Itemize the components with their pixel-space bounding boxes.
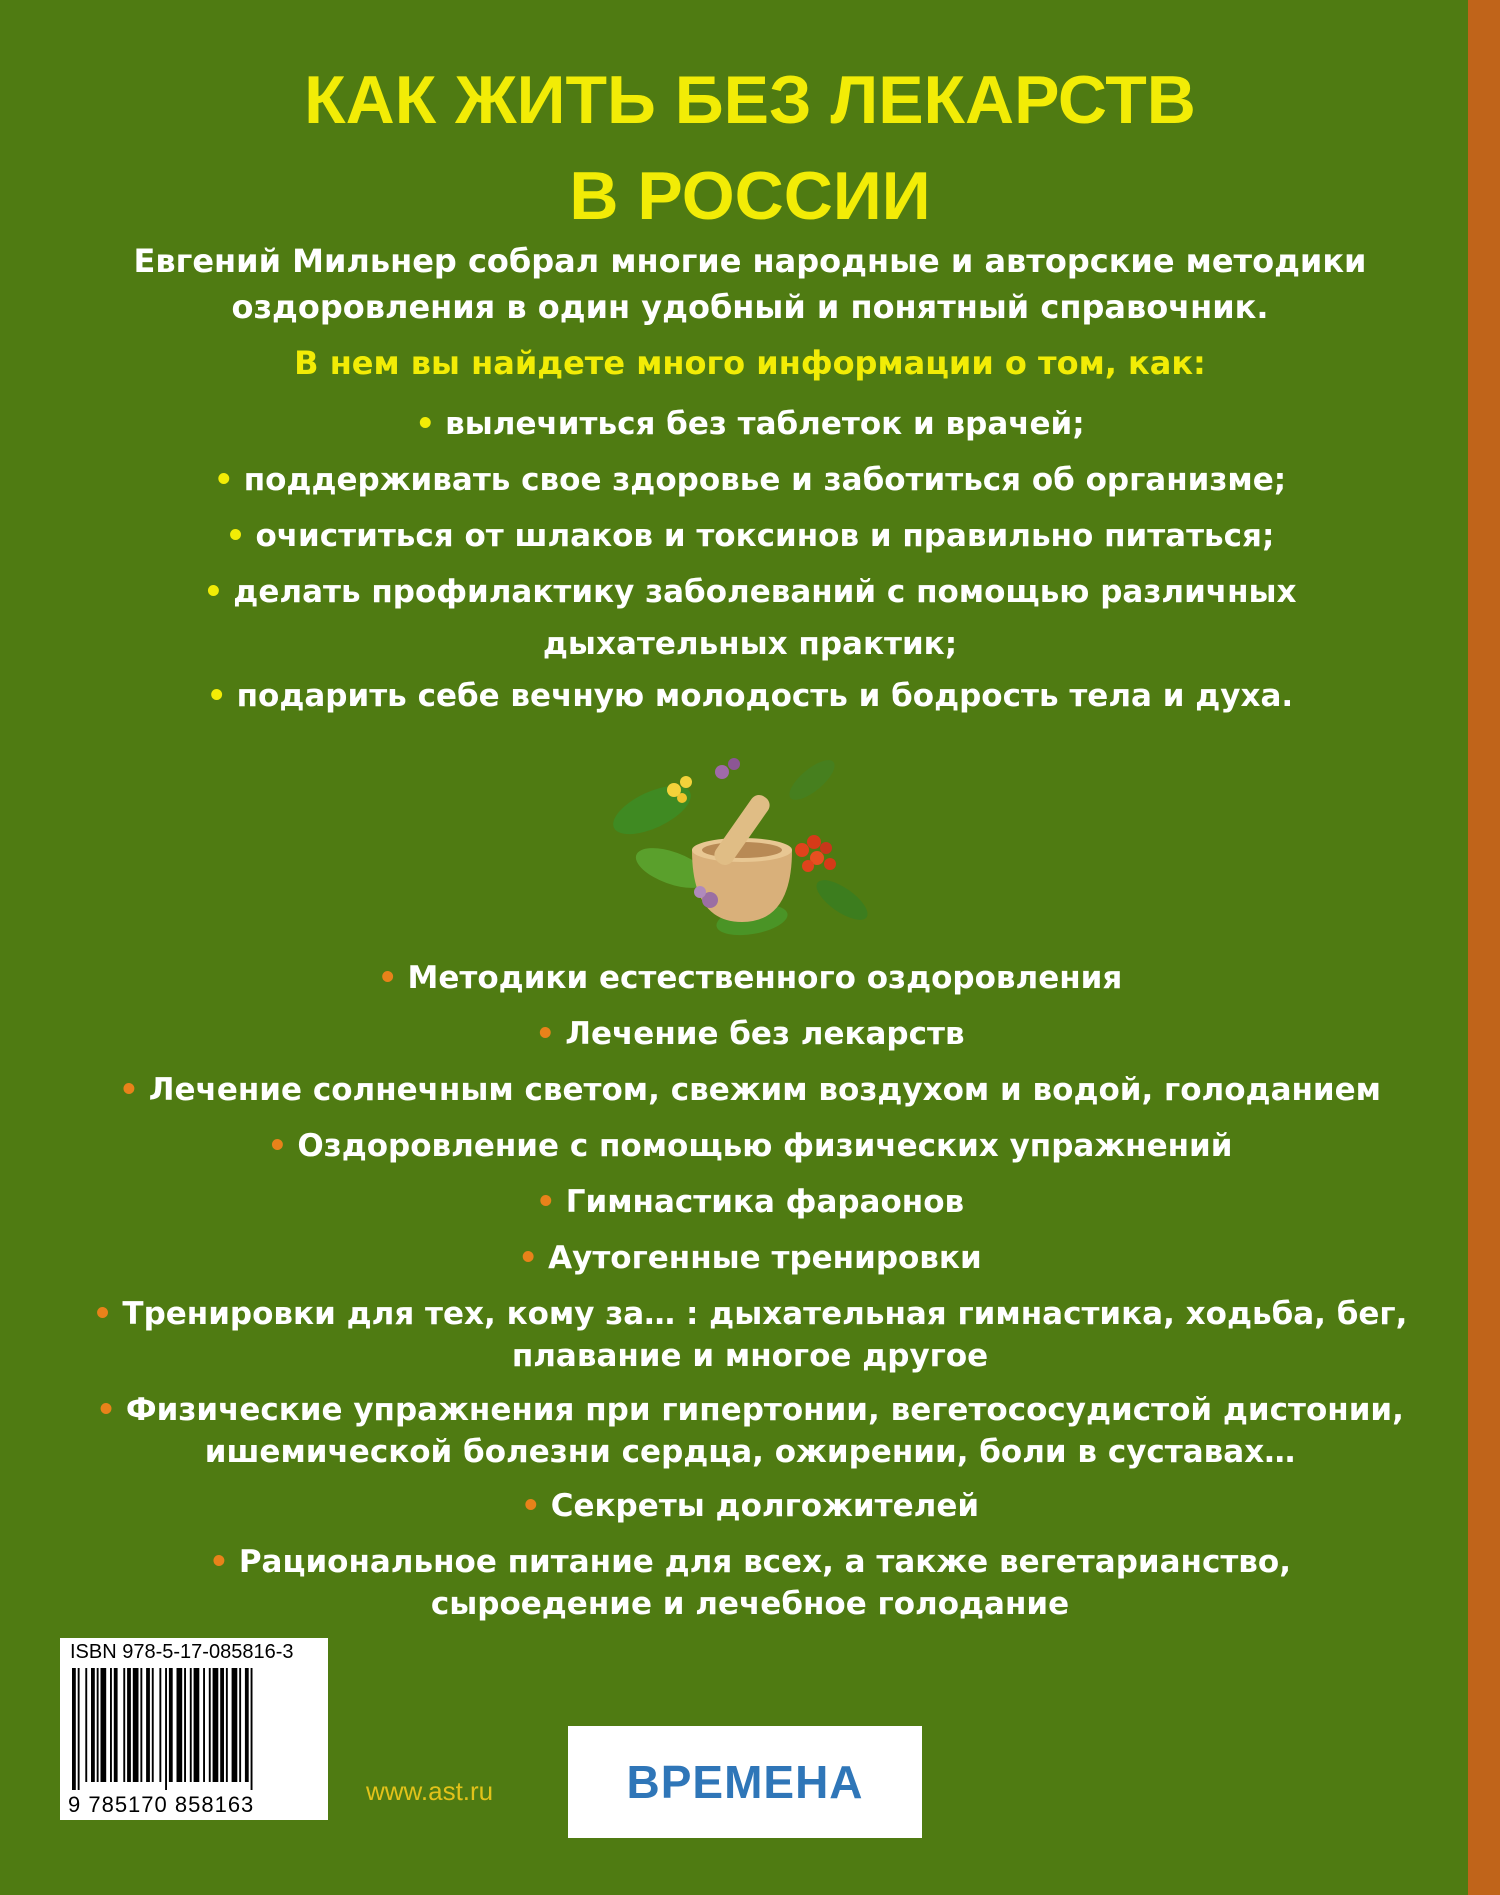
barcode-bar bbox=[239, 1668, 241, 1782]
rowan-berries-icon bbox=[795, 835, 836, 872]
isbn-number: ISBN 978-5-17-085816-3 bbox=[70, 1641, 294, 1663]
barcode-bar bbox=[123, 1668, 125, 1782]
bullet-dot-icon: • bbox=[96, 1392, 116, 1428]
list-item: • Методики естественного оздоровления bbox=[377, 960, 1123, 996]
barcode-bar bbox=[72, 1668, 76, 1790]
bullet-dot-icon: • bbox=[92, 1296, 113, 1332]
bullet-dot-icon: • bbox=[225, 518, 246, 554]
barcode-bar bbox=[114, 1668, 118, 1782]
list-item: • Секреты долгожителей bbox=[520, 1488, 980, 1524]
list-item: • делать профилактику заболеваний с помощью различных дыхательных практик; bbox=[203, 574, 1297, 662]
bullet-dot-icon: • bbox=[267, 1128, 288, 1164]
barcode-bar bbox=[152, 1668, 154, 1782]
barcode-bar bbox=[165, 1668, 167, 1790]
bullet-dot-icon: • bbox=[520, 1488, 541, 1524]
barcode-bar bbox=[140, 1668, 142, 1782]
spine-edge bbox=[1468, 0, 1500, 1895]
book-title bbox=[0, 52, 1500, 244]
bullet-dot-icon: • bbox=[203, 574, 224, 610]
intro-paragraph bbox=[0, 238, 1500, 330]
list-item: • Тренировки для тех, кому за… : дыхательная гимнастика, ходьба, бег, плавание и многое другое bbox=[92, 1296, 1408, 1374]
bullet-dot-icon: • bbox=[377, 960, 398, 996]
barcode-bar bbox=[169, 1668, 173, 1782]
intro-line-2: оздоровления в один удобный и понятный справочник. bbox=[231, 288, 1269, 326]
list-item: • очиститься от шлаков и токсинов и правильно питаться; bbox=[225, 518, 1275, 554]
list-item: • Рациональное питание для всех, а также вегетарианство, сыроедение и лечебное голодание bbox=[209, 1544, 1291, 1622]
barcode-bar bbox=[127, 1668, 131, 1782]
barcode bbox=[60, 1638, 328, 1820]
publisher-logo bbox=[568, 1726, 922, 1838]
barcode-bar bbox=[133, 1668, 139, 1782]
barcode-bar bbox=[213, 1668, 219, 1782]
barcode-bar bbox=[190, 1668, 192, 1782]
barcode-digits: 9 785170 858163 bbox=[68, 1792, 255, 1817]
list-item: • Оздоровление с помощью физических упражнений bbox=[267, 1128, 1233, 1164]
list-item: • Аутогенные тренировки bbox=[518, 1240, 982, 1276]
barcode-bar bbox=[110, 1668, 112, 1782]
barcode-bar bbox=[203, 1668, 205, 1782]
bullet-dot-icon: • bbox=[206, 678, 227, 714]
lead-sentence: В нем вы найдете много информации о том, как: bbox=[294, 344, 1206, 382]
barcode-bar bbox=[146, 1668, 150, 1782]
barcode-bar bbox=[159, 1668, 161, 1782]
benefits-list bbox=[0, 396, 1500, 724]
list-item: • Гимнастика фараонов bbox=[535, 1184, 965, 1220]
barcode-bar bbox=[177, 1668, 183, 1782]
bullet-dot-icon: • bbox=[518, 1240, 539, 1276]
barcode-bar bbox=[78, 1668, 80, 1790]
list-item: • поддерживать свое здоровье и заботиться об организме; bbox=[213, 462, 1287, 498]
barcode-bar bbox=[184, 1668, 186, 1782]
website-link[interactable]: www.ast.ru bbox=[366, 1776, 494, 1806]
barcode-bar bbox=[220, 1668, 224, 1782]
barcode-bar bbox=[245, 1668, 249, 1782]
list-item: • подарить себе вечную молодость и бодрость тела и духа. bbox=[206, 678, 1294, 714]
bullet-dot-icon: • bbox=[535, 1016, 556, 1052]
list-item: • Лечение солнечным светом, свежим воздухом и водой, голоданием bbox=[118, 1072, 1382, 1108]
intro-line-1: Евгений Мильнер собрал многие народные и авторские методики bbox=[133, 242, 1367, 280]
bullet-dot-icon: • bbox=[213, 462, 234, 498]
list-item: • вылечиться без таблеток и врачей; bbox=[415, 406, 1085, 442]
list-item: • Лечение без лекарств bbox=[535, 1016, 965, 1052]
barcode-bar bbox=[101, 1668, 107, 1782]
barcode-bar bbox=[251, 1668, 253, 1790]
herbs-mortar-illustration bbox=[612, 750, 872, 940]
list-item: • Физические упражнения при гипертонии, вегетососудистой дистонии, ишемической болезни сердца, ожирении, боли в суставах… bbox=[96, 1392, 1404, 1470]
barcode-bar bbox=[97, 1668, 99, 1782]
title-line-1: КАК ЖИТЬ БЕЗ ЛЕКАРСТВ bbox=[304, 62, 1196, 138]
barcode-bar bbox=[85, 1668, 87, 1782]
bullet-dot-icon: • bbox=[209, 1544, 229, 1580]
publisher-logo-text: ВРЕМЕНА bbox=[626, 1756, 864, 1808]
barcode-bar bbox=[194, 1668, 200, 1782]
barcode-icon bbox=[70, 1668, 318, 1790]
bullet-dot-icon: • bbox=[415, 406, 436, 442]
bullet-dot-icon: • bbox=[118, 1072, 139, 1108]
barcode-bar bbox=[209, 1668, 211, 1782]
barcode-bar bbox=[91, 1668, 95, 1782]
bullet-dot-icon: • bbox=[535, 1184, 556, 1220]
barcode-bar bbox=[226, 1668, 228, 1782]
title-line-2: В РОССИИ bbox=[569, 158, 931, 234]
topics-list bbox=[0, 950, 1500, 1630]
barcode-bar bbox=[232, 1668, 238, 1782]
